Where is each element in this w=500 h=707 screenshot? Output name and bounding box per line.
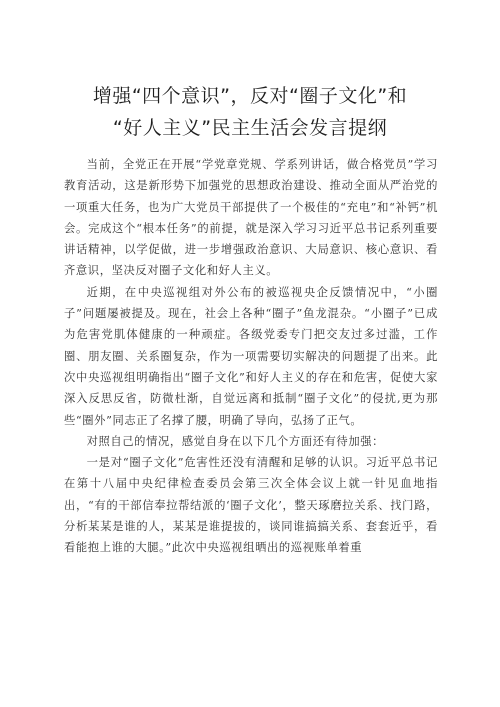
document-title xyxy=(40,80,460,144)
paragraph-1: 当前，全党正在开展“学党章党规、学系列讲话，做合格党员”学习教育活动，这是新形势下加强党的思想政治建设、推动全面从严治党的一项重大任务，也为广大党员干部提供了一个极佳的“充电”和“补钙”机会。完成这个“根本任务”的前提，就是深入学习习近平总书记系列重要讲话精神，以学促做，进一步增强政治意识、大局意识、核心意识、看齐意识，坚决反对圈子文化和好人主义。 xyxy=(64,158,438,278)
paragraph-3: 对照自己的情况，感觉自身在以下几个方面还有待加强： xyxy=(86,434,385,448)
paragraph-4: 一是对“圈子文化”危害性还没有清醒和足够的认识。习近平总书记在第十八届中央纪律检查委员会第三次全体会议上就一针见血地指出，“有的干部信奉拉帮结派的‘圈子文化’，整天琢磨拉关系、找门路，分析某某是谁的人，某某是谁提拔的，谈同谁搞搞关系、套套近乎，看看能抱上谁的大腿。”此次中央巡视组晒出的巡视账单着重 xyxy=(64,456,438,555)
paragraph-2: 近期，在中央巡视组对外公布的被巡视央企反馈情况中，“小圈子”问题屡被提及。现在，社会上各种“圈子”鱼龙混杂。“小圈子”已成为危害党肌体健康的一种顽症。各级党委专门把交友过多过滥，工作圈、朋友圈、关系圈复杂，作为一项需要切实解决的问题提了出来。此次中央巡视组明确指出“圈子文化”和好人主义的存在和危害，促使大家深入反思反省，防微杜渐，自觉远离和抵制“圈子文化”的侵扰,更为那些“圈外”同志正了名撑了腰，明确了导向，弘扬了正气。 xyxy=(64,285,438,427)
title-line-2: “好人主义”民主生活会发言提纲 xyxy=(112,117,388,139)
document-body xyxy=(64,154,438,559)
title-line-1: 增强“四个意识”，反对“圈子文化”和 xyxy=(92,85,408,107)
